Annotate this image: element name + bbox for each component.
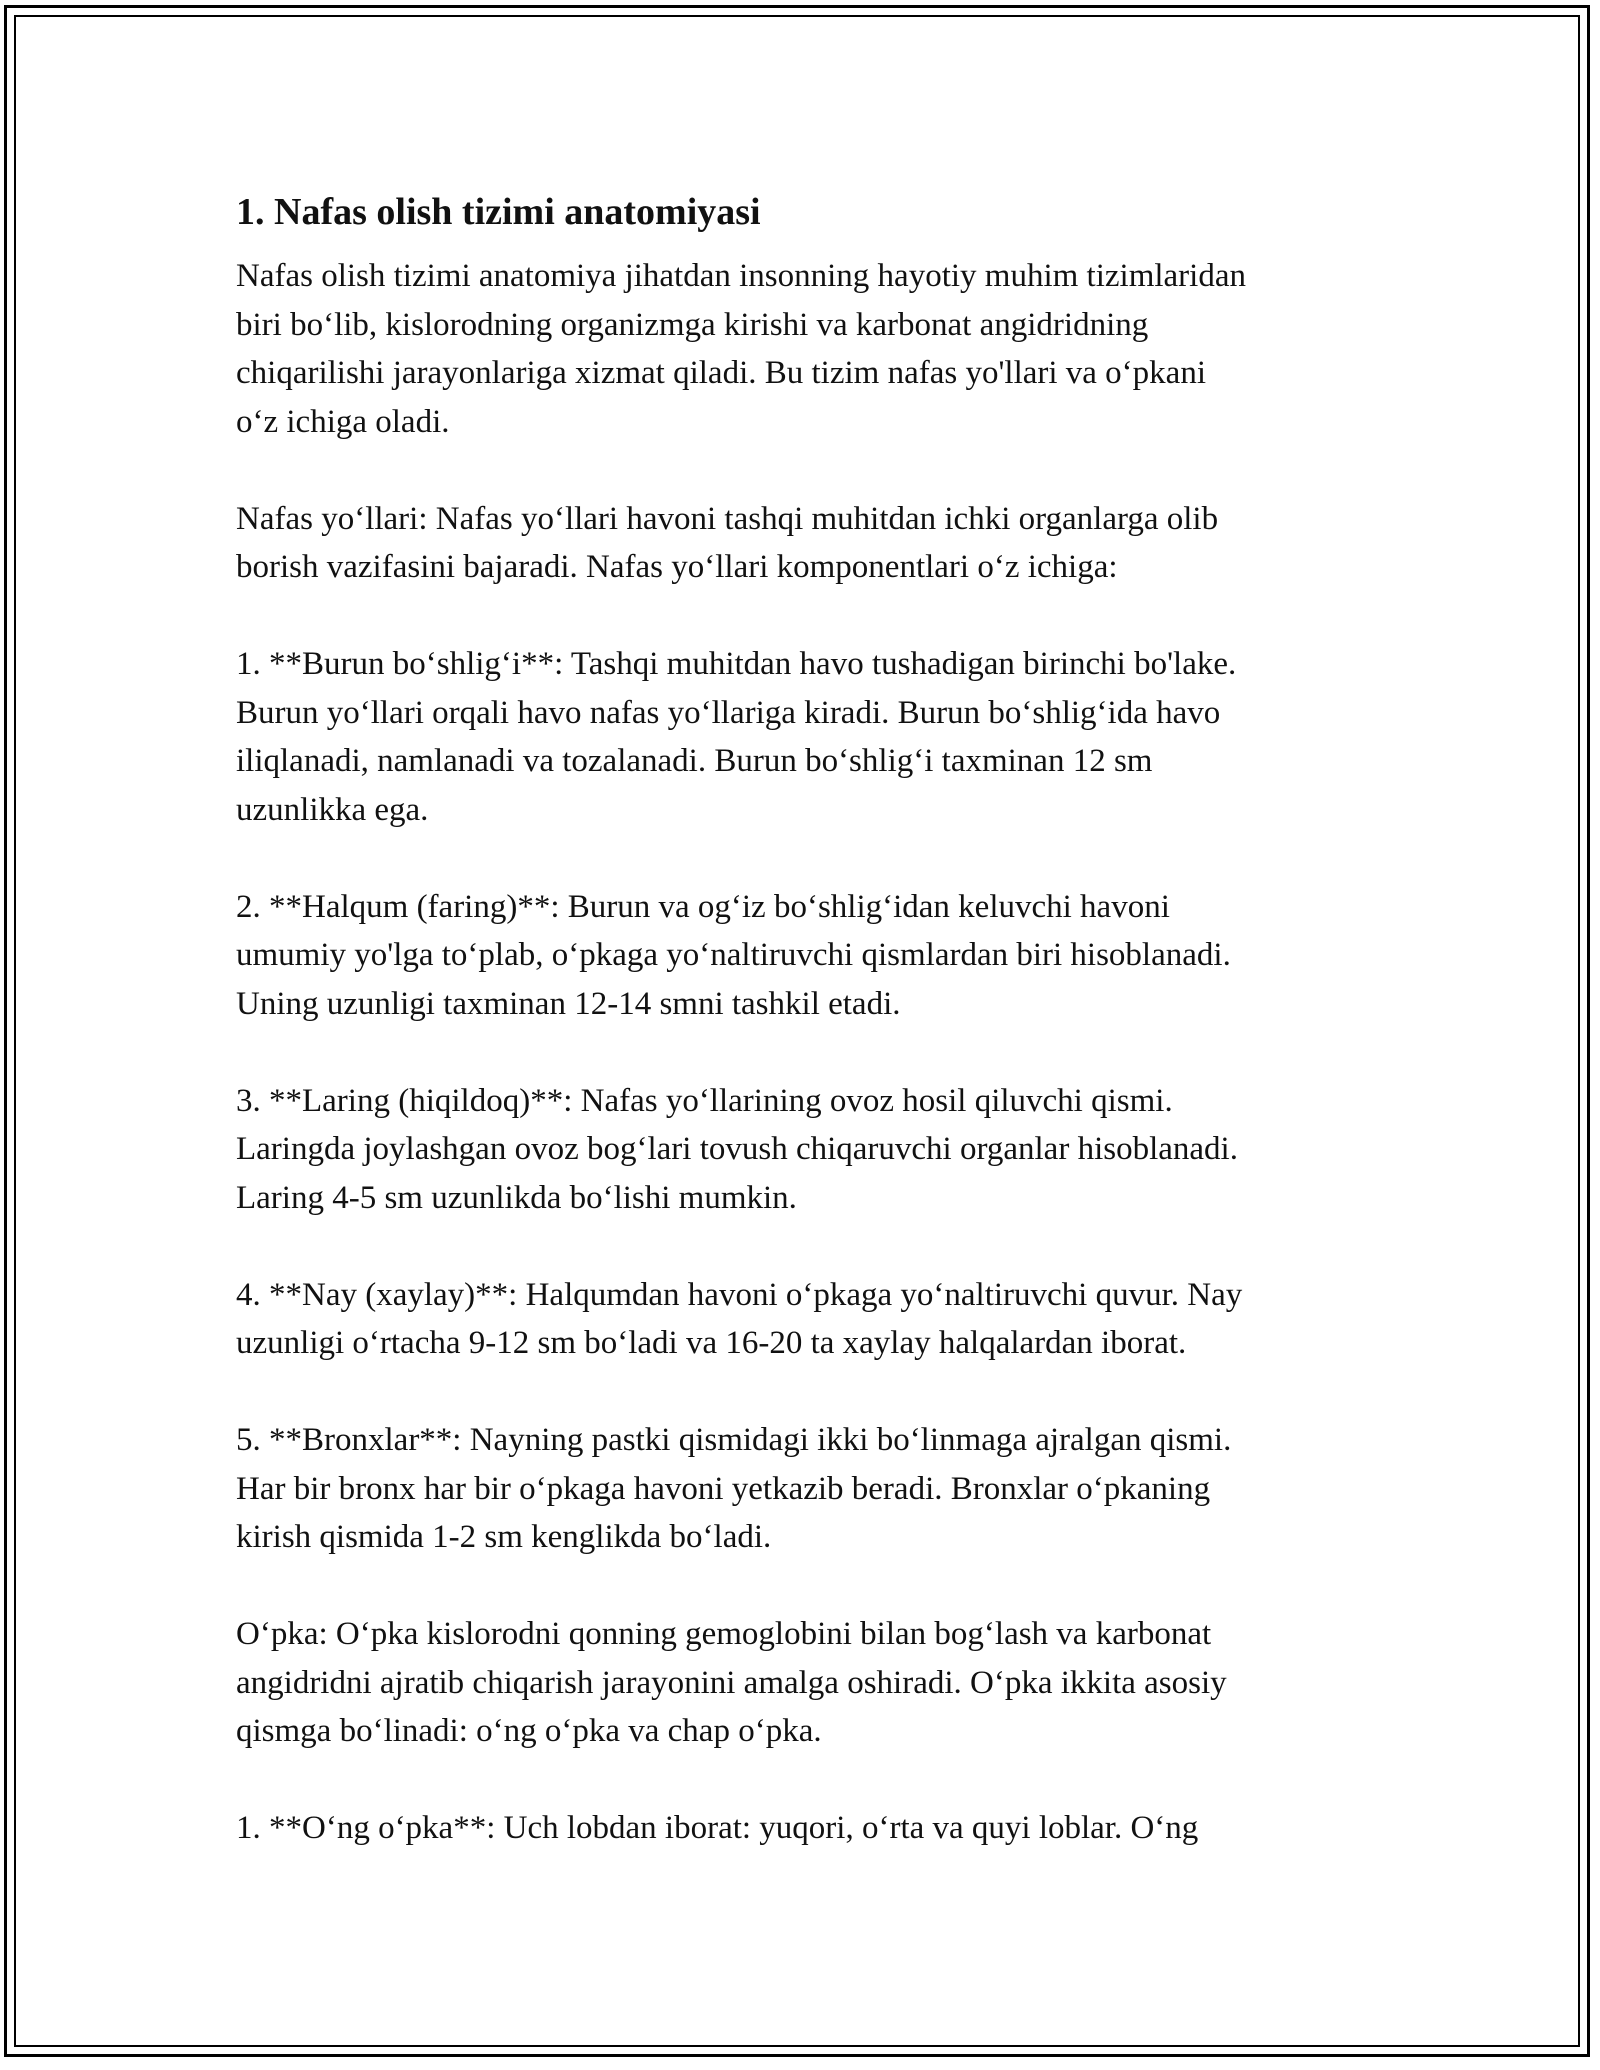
text-line: Uning uzunligi taxminan 12-14 smni tashkil etadi. <box>236 985 901 1022</box>
text-line: biri bo‘lib, kislorodning organizmga kirishi va karbonat angidridning <box>236 306 1149 343</box>
text-line: umumiy yo'lga to‘plab, o‘pkaga yo‘naltiruvchi qismlardan biri hisoblanadi. <box>236 937 1231 973</box>
text-line: 2. **Halqum (faring)**: Burun va og‘iz bo‘shlig‘idan keluvchi havoni <box>236 888 1170 925</box>
text-line: uzunlikka ega. <box>236 791 429 828</box>
text-line: Laring 4-5 sm uzunlikda bo‘lishi mumkin. <box>236 1179 797 1216</box>
text-line: 4. **Nay (xaylay)**: Halqumdan havoni o‘pkaga yo‘naltiruvchi quvur. Nay <box>236 1276 1243 1313</box>
document-title: 1. Nafas olish tizimi anatomiyasi <box>236 191 761 233</box>
text-line: iliqlanadi, namlanadi va tozalanadi. Burun bo‘shlig‘i taxminan 12 sm <box>236 743 1153 779</box>
text-line: 1. **O‘ng o‘pka**: Uch lobdan iborat: yuqori, o‘rta va quyi loblar. O‘ng <box>236 1810 1199 1846</box>
text-line: chiqarilishi jarayonlariga xizmat qiladi. Bu tizim nafas yo'llari va o‘pkani <box>236 355 1206 391</box>
text-line: Nafas yo‘llari: Nafas yo‘llari havoni tashqi muhitdan ichki organlarga olib <box>236 500 1219 537</box>
text-line: 1. **Burun bo‘shlig‘i**: Tashqi muhitdan havo tushadigan birinchi bo'lake. <box>236 646 1237 682</box>
paragraph-right-lung <box>236 1804 1386 1853</box>
text-line: uzunligi o‘rtacha 9-12 sm bo‘ladi va 16-20 ta xaylay halqalardan iborat. <box>236 1325 1187 1361</box>
text-line: Burun yo‘llari orqali havo nafas yo‘llariga kiradi. Burun bo‘shlig‘ida havo <box>236 694 1221 731</box>
text-line: o‘z ichiga oladi. <box>236 403 450 440</box>
paragraph-larynx <box>236 1077 1386 1223</box>
text-line: qismga bo‘linadi: o‘ng o‘pka va chap o‘pka. <box>236 1713 822 1749</box>
paragraph-pharynx <box>236 883 1386 1029</box>
text-line: Laringda joylashgan ovoz bog‘lari tovush chiqaruvchi organlar hisoblanadi. <box>236 1131 1238 1167</box>
paragraph-bronchi <box>236 1416 1386 1562</box>
paragraph-lungs <box>236 1610 1386 1756</box>
document-page <box>236 186 1386 1901</box>
text-line: angidridni ajratib chiqarish jarayonini amalga oshiradi. O‘pka ikkita asosiy <box>236 1664 1227 1701</box>
text-line: borish vazifasini bajaradi. Nafas yo‘llari komponentlari o‘z ichiga: <box>236 549 1118 585</box>
paragraph-airways <box>236 495 1386 592</box>
text-line: kirish qismida 1-2 sm kenglikda bo‘ladi. <box>236 1519 772 1555</box>
text-line: O‘pka: O‘pka kislorodni qonning gemoglobini bilan bog‘lash va karbonat <box>236 1616 1212 1652</box>
paragraph-trachea <box>236 1271 1386 1368</box>
text-line: Nafas olish tizimi anatomiya jihatdan insonning hayotiy muhim tizimlaridan <box>236 258 1246 294</box>
text-line: 5. **Bronxlar**: Nayning pastki qismidagi ikki bo‘linmaga ajralgan qismi. <box>236 1422 1232 1458</box>
text-line: 3. **Laring (hiqildoq)**: Nafas yo‘llarining ovoz hosil qiluvchi qismi. <box>236 1082 1173 1119</box>
paragraph-nasal-cavity <box>236 640 1386 834</box>
text-line: Har bir bronx har bir o‘pkaga havoni yetkazib beradi. Bronxlar o‘pkaning <box>236 1470 1211 1507</box>
paragraph-intro <box>236 252 1386 446</box>
